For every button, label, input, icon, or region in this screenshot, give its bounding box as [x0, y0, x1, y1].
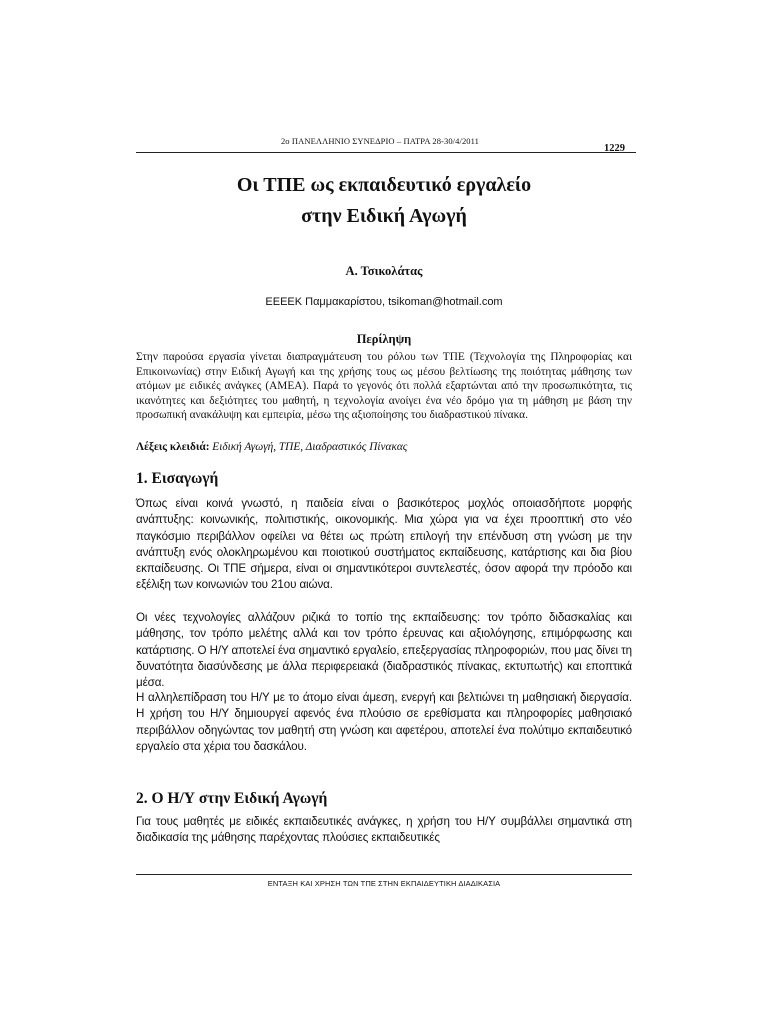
intro-paragraph-1: Όπως είναι κοινά γνωστό, η παιδεία είναι ο βασικότερος μοχλός οποιασδήποτε μορφής ανάπτυξης: κοινωνικής, πολιτιστικής, οικονομικής. Μια χώρα για να έχει προοπτική στο νέο παγκόσμιο περιβάλλον οφείλει να θέτει ως πρώτη επιλογή την επένδυση στη γνώση με την ανάπτυξη ενός ολοκληρωμένου και ποιοτικού συστήματος εκπαίδευσης, κατάρτισης και δια βίου εκπαίδευσης. Οι ΤΠΕ σήμερα, είναι οι σημαντικότεροι συντελεστές, όσον αφορά την πρόοδο και εξέλιξη των κοινωνιών του 21ου αιώνα.: [136, 497, 632, 592]
section-heading-computer-special-education: 2. Ο Η/Υ στην Ειδική Αγωγή: [136, 790, 328, 807]
page-number: 1229: [604, 143, 625, 154]
running-footer: ΕΝΤΑΞΗ ΚΑΙ ΧΡΗΣΗ ΤΩΝ ΤΠΕ ΣΤΗΝ ΕΚΠΑΙΔΕΥΤΙΚΗ ΔΙΑΔΙΚΑΣΙΑ: [267, 879, 501, 888]
keywords-values: Ειδική Αγωγή, ΤΠΕ, Διαδραστικός Πίνακας: [212, 441, 408, 453]
author-name: Α. Τσικολάτας: [345, 264, 423, 278]
paper-title-line-2: στην Ειδική Αγωγή: [301, 205, 467, 227]
running-header: 2ο ΠΑΝΕΛΛΗΝΙΟ ΣΥΝΕΔΡΙΟ – ΠΑΤΡΑ 28-30/4/2011: [280, 136, 480, 146]
section-2-paragraph-1: Για τους μαθητές με ειδικές εκπαιδευτικές ανάγκες, η χρήση του Η/Υ συμβάλλει σημαντικά στη διαδικασία της μάθησης παρέχοντας πλούσιες εκπαιδευτικές: [136, 815, 632, 845]
paper-title-line-1: Οι ΤΠΕ ως εκπαιδευτικό εργαλείο: [236, 174, 532, 196]
author-affiliation: ΕΕΕΕΚ Παμμακαρίστου, tsikoman@hotmail.com: [265, 296, 503, 308]
abstract-text: Στην παρούσα εργασία γίνεται διαπραγμάτευση του ρόλου των ΤΠΕ (Τεχνολογία της Πληροφορίας και Επικοινωνίας) στην Ειδική Αγωγή και της χρήσης τους ως μέσου βελτίωσης της ποιότητας μάθησης των ατόμων με ειδικές ανάγκες (ΑΜΕΑ). Παρά το γεγονός ότι πολλά εξαρτώνται από την προσωπικότητα, τις ικανότητες και δεξιότητες του μαθητή, η τεχνολογία ανοίγει ένα νέο δρόμο για τη μάθηση με βάση την προσωπική ανακάλυψη και εμπειρία, μέσω της αξιοποίησης του διαδραστικού πίνακα.: [136, 351, 632, 421]
section-heading-introduction: 1. Εισαγωγή: [136, 470, 219, 487]
abstract-heading: Περίληψη: [356, 332, 412, 346]
footer-rule: [136, 874, 632, 875]
intro-paragraph-3: Η αλληλεπίδραση του Η/Υ με το άτομο είναι άμεση, ενεργή και βελτιώνει τη μαθησιακή διεργασία. Η χρήση του Η/Υ δημιουργεί αφενός ένα πλούσιο σε ερεθίσματα και πληροφορίες μαθησιακό περιβάλλον οδηγώντας τον μαθητή στη γνώση και αφετέρου, αποτελεί ένα πολύτιμο εκπαιδευτικό εργαλείο στα χέρια του δασκάλου.: [136, 691, 632, 753]
header-rule: [136, 152, 636, 153]
keywords-label: Λέξεις κλειδιά:: [136, 441, 210, 453]
keywords-line: [136, 441, 632, 453]
intro-paragraph-2: Οι νέες τεχνολογίες αλλάζουν ριζικά το τοπίο της εκπαίδευσης: τον τρόπο διδασκαλίας και μάθησης, τον τρόπο μελέτης αλλά και τον τρόπο έρευνας και αξιολόγησης, επιμόρφωσης και κατάρτισης. Ο Η/Υ αποτελεί ένα σημαντικό εργαλείο, επεξεργασίας πληροφοριών, που μας δίνει τη δυνατότητα διασύνδεσης με άλλα περιφερειακά (διαδραστικός πίνακας, εκτυπωτής) και εποπτικά μέσα.: [136, 611, 632, 690]
